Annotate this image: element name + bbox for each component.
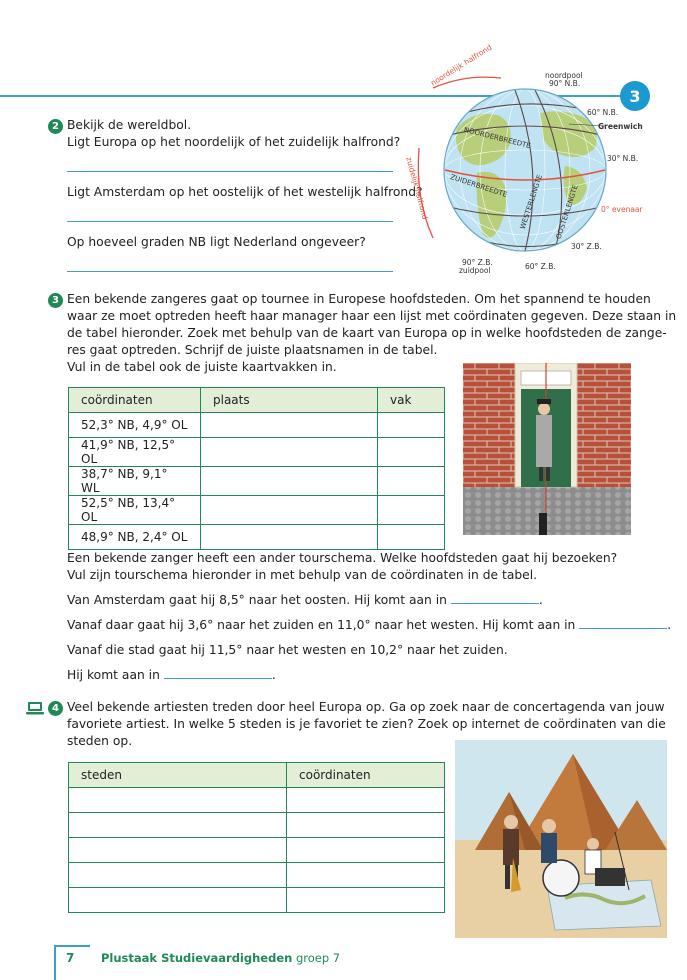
label-noordpool: noordpool <box>545 71 583 80</box>
blank-2[interactable] <box>579 617 667 629</box>
sentence-2-text: Vanaf daar gaat hij 3,6° naar het zuiden en 11,0° naar het westen. Hij komt aan in <box>67 618 576 632</box>
plaats-cell[interactable] <box>201 438 378 467</box>
col-coordinaten-2: coördinaten <box>287 763 445 788</box>
plaats-cell[interactable] <box>201 496 378 525</box>
label-greenwich: Greenwich <box>598 122 643 131</box>
globe-figure <box>404 42 645 278</box>
label-30nb: 30° N.B. <box>607 154 639 163</box>
q4-para-line3: steden op. <box>67 734 133 748</box>
sentence-4-text: Hij komt aan in <box>67 668 160 682</box>
label-evenaar: 0° evenaar <box>601 205 643 214</box>
coord-cell: 41,9° NB, 12,5° OL <box>69 438 201 467</box>
coordinates-table <box>68 387 445 550</box>
coord-cell: 52,3° NB, 4,9° OL <box>69 413 201 438</box>
q3-para2-line1: Een bekende zanger heeft een ander tourschema. Welke hoofdsteden gaat hij bezoeken? <box>67 551 618 565</box>
question-number-2: 2 <box>48 119 63 134</box>
col-vak: vak <box>378 388 445 413</box>
footer-title-bold: Plustaak Studievaardigheden <box>101 951 293 965</box>
label-30zb: 30° Z.B. <box>571 242 602 251</box>
steden-cell[interactable] <box>69 788 287 813</box>
q3-sentence-1 <box>67 592 543 609</box>
footer-rule-horizontal <box>54 945 90 947</box>
doorway-illustration <box>463 363 631 535</box>
steden-cell[interactable] <box>69 863 287 888</box>
q3-para-line1: Een bekende zangeres gaat op tournee in Europese hoofdsteden. Om het spannend te houden <box>67 292 651 306</box>
table-row <box>69 888 445 913</box>
coord-cell: 52,5° NB, 13,4° OL <box>69 496 201 525</box>
band-pyramids-illustration <box>455 740 667 938</box>
question-number-3: 3 <box>48 293 63 308</box>
answer-line-3[interactable] <box>67 271 393 272</box>
label-zuidelijk-halfrond: zuidelijk halfrond <box>404 156 430 221</box>
steden-cell[interactable] <box>69 888 287 913</box>
table-header-row <box>69 763 445 788</box>
answer-line-1[interactable] <box>67 171 393 172</box>
table-row <box>69 525 445 550</box>
label-noorderbreedte: NOORDERBREEDTE <box>463 125 532 151</box>
q2-line2: Ligt Europa op het noordelijk of het zuidelijk halfrond? <box>67 135 401 149</box>
col-steden: steden <box>69 763 287 788</box>
blank-3[interactable] <box>164 667 272 679</box>
table-row <box>69 813 445 838</box>
label-60nb: 60° N.B. <box>587 108 619 117</box>
table-row <box>69 863 445 888</box>
q3-sentence-2 <box>67 617 671 634</box>
q2-line4: Op hoeveel graden NB ligt Nederland ongeveer? <box>67 235 366 249</box>
col-plaats: plaats <box>201 388 378 413</box>
col-coordinaten: coördinaten <box>69 388 201 413</box>
computer-icon <box>26 700 44 714</box>
footer-title <box>101 951 340 965</box>
answer-line-2[interactable] <box>67 221 393 222</box>
label-90nb: 90° N.B. <box>549 79 581 88</box>
footer-rule-vertical <box>54 945 56 980</box>
coord-input-cell[interactable] <box>287 838 445 863</box>
blank-2-dot: . <box>667 618 672 632</box>
table-row <box>69 467 445 496</box>
plaats-cell[interactable] <box>201 467 378 496</box>
plaats-cell[interactable] <box>201 413 378 438</box>
vak-cell[interactable] <box>378 438 445 467</box>
q3-para-line3: de tabel hieronder. Zoek met behulp van de kaart van Europa op in welke hoofdsteden de zange- <box>67 326 667 340</box>
blank-1-dot: . <box>538 593 543 607</box>
table-row <box>69 496 445 525</box>
q3-para-line4: res gaat optreden. Schrijf de juiste plaatsnamen in de tabel. <box>67 343 438 357</box>
table-row <box>69 838 445 863</box>
table-row <box>69 438 445 467</box>
q3-para2-line2: Vul zijn tourschema hieronder in met behulp van de coördinaten in de tabel. <box>67 568 538 582</box>
steden-table <box>68 762 445 913</box>
q3-sentence-4 <box>67 667 276 684</box>
label-oosterlengte: OOSTERLENGTE <box>554 183 580 241</box>
label-zuidpool: zuidpool <box>459 266 491 275</box>
vak-cell[interactable] <box>378 496 445 525</box>
blank-1[interactable] <box>451 592 539 604</box>
steden-cell[interactable] <box>69 838 287 863</box>
label-60zb: 60° Z.B. <box>525 262 556 271</box>
coord-input-cell[interactable] <box>287 788 445 813</box>
q4-para-line2: favoriete artiest. In welke 5 steden is je favoriet te zien? Zoek op internet de coördinaten van die <box>67 717 666 731</box>
vak-cell[interactable] <box>378 413 445 438</box>
coord-cell: 38,7° NB, 9,1° WL <box>69 467 201 496</box>
q2-line1: Bekijk de wereldbol. <box>67 118 192 132</box>
q3-para-line5: Vul in de tabel ook de juiste kaartvakken in. <box>67 360 337 374</box>
coord-cell: 48,9° NB, 2,4° OL <box>69 525 201 550</box>
table-row <box>69 413 445 438</box>
table-row <box>69 788 445 813</box>
label-zuiderbreedte: ZUIDERBREEDTE <box>449 173 509 199</box>
globe-illustration <box>405 68 645 278</box>
q3-sentence-3: Vanaf die stad gaat hij 11,5° naar het westen en 10,2° naar het zuiden. <box>67 643 508 657</box>
label-westerlengte: WESTERLENGTE <box>518 173 544 231</box>
footer-title-rest: groep 7 <box>292 951 341 965</box>
steden-cell[interactable] <box>69 813 287 838</box>
q2-line3: Ligt Amsterdam op het oostelijk of het westelijk halfrond? <box>67 185 423 199</box>
vak-cell[interactable] <box>378 467 445 496</box>
label-90zb: 90° Z.B. <box>462 258 493 267</box>
question-number-4: 4 <box>48 701 63 716</box>
coord-input-cell[interactable] <box>287 888 445 913</box>
q3-para-line2: waar ze moet optreden heeft haar manager haar een lijst met coördinaten gegeven. Deze staan in <box>67 309 677 323</box>
table-header-row <box>69 388 445 413</box>
page-number: 7 <box>66 951 75 965</box>
coord-input-cell[interactable] <box>287 863 445 888</box>
q4-para-line1: Veel bekende artiesten treden door heel Europa op. Ga op zoek naar de concertagenda van jouw <box>67 700 665 714</box>
sentence-1-text: Van Amsterdam gaat hij 8,5° naar het oosten. Hij komt aan in <box>67 593 447 607</box>
label-noordelijk-halfrond: noordelijk halfrond <box>429 42 494 88</box>
vak-cell[interactable] <box>378 525 445 550</box>
coord-input-cell[interactable] <box>287 813 445 838</box>
chapter-badge: 3 <box>620 81 650 111</box>
blank-3-dot: . <box>271 668 276 682</box>
plaats-cell[interactable] <box>201 525 378 550</box>
